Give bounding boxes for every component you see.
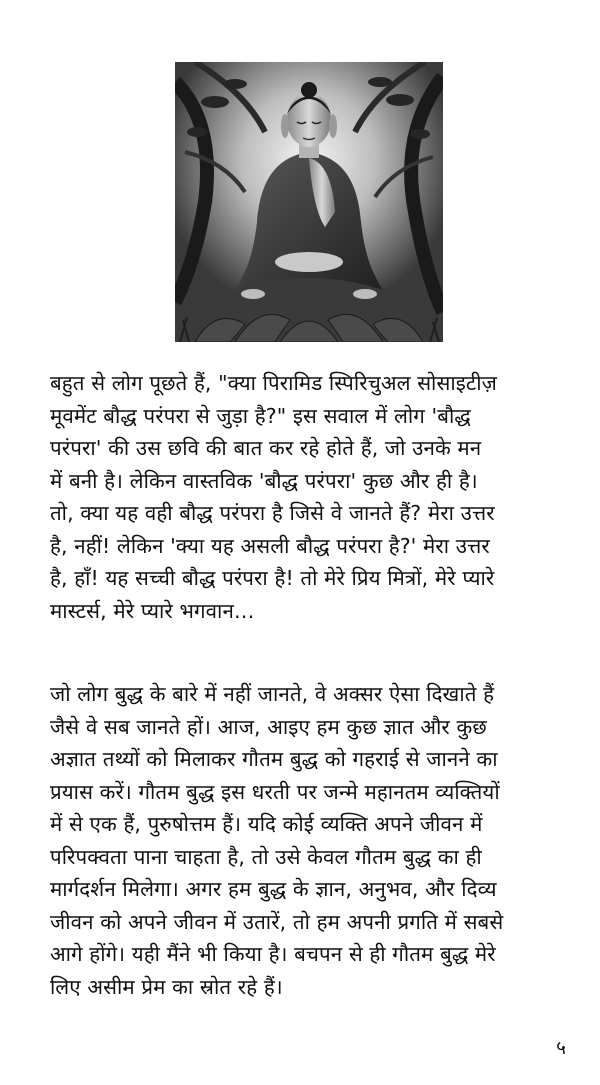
paragraph-2 <box>50 678 575 1003</box>
text-line: जैसे वे सब जानते हों। आज, आइए हम कुछ ज्ञात और कुछ <box>50 714 487 739</box>
text-line: प्रयास करें। गौतम बुद्ध इस धरती पर जन्मे महानतम व्यक्तियों <box>50 779 500 804</box>
text-line: आगे होंगे। यही मैंने भी किया है। बचपन से ही गौतम बुद्ध मेरे <box>50 942 496 966</box>
text-line: परंपरा' की उस छवि की बात कर रहे होते हैं, जो उनके मन <box>50 436 482 460</box>
text-line: मास्टर्स, मेरे प्यारे भगवान… <box>50 598 255 623</box>
text-line: में से एक हैं, पुरुषोत्तम हैं। यदि कोई व्यक्ति अपने जीवन में <box>50 812 483 836</box>
text-line: लिए असीम प्रेम का स्रोत रहे हैं। <box>50 974 283 999</box>
page-number: ५ <box>556 1037 566 1059</box>
text-line: जो लोग बुद्ध के बारे में नहीं जानते, वे अक्सर ऐसा दिखाते हैं <box>50 682 495 706</box>
meditating-buddha-icon <box>175 62 443 342</box>
text-line: परिपक्वता पाना चाहता है, तो उसे केवल गौतम बुद्ध का ही <box>50 844 482 869</box>
paragraph-1 <box>50 367 575 627</box>
text-line: में बनी है। लेकिन वास्तविक 'बौद्ध परंपरा' कुछ और ही है। <box>50 468 478 493</box>
text-line: है, हाँ! यह सच्ची बौद्ध परंपरा है! तो मेरे प्रिय मित्रों, मेरे प्यारे <box>50 566 495 590</box>
text-line: तो, क्या यह वही बौद्ध परंपरा है जिसे वे जानते हैं? मेरा उत्तर <box>50 501 495 525</box>
buddha-illustration <box>175 62 443 342</box>
text-line: मार्गदर्शन मिलेगा। अगर हम बुद्ध के ज्ञान, अनुभव, और दिव्य <box>50 877 497 901</box>
text-line: है, नहीं! लेकिन 'क्या यह असली बौद्ध परंपरा है?' मेरा उत्तर <box>50 533 490 558</box>
text-line: जीवन को अपने जीवन में उतारें, तो हम अपनी प्रगति में सबसे <box>50 909 504 934</box>
text-line: अज्ञात तथ्यों को मिलाकर गौतम बुद्ध को गहराई से जानने का <box>50 747 498 771</box>
text-line: बहुत से लोग पूछते हैं, "क्या पिरामिड स्पिरिचुअल सोसाइटीज़ <box>50 371 497 395</box>
text-line: मूवमेंट बौद्ध परंपरा से जुड़ा है?" इस सवाल में लोग 'बौद्ध <box>50 403 471 428</box>
